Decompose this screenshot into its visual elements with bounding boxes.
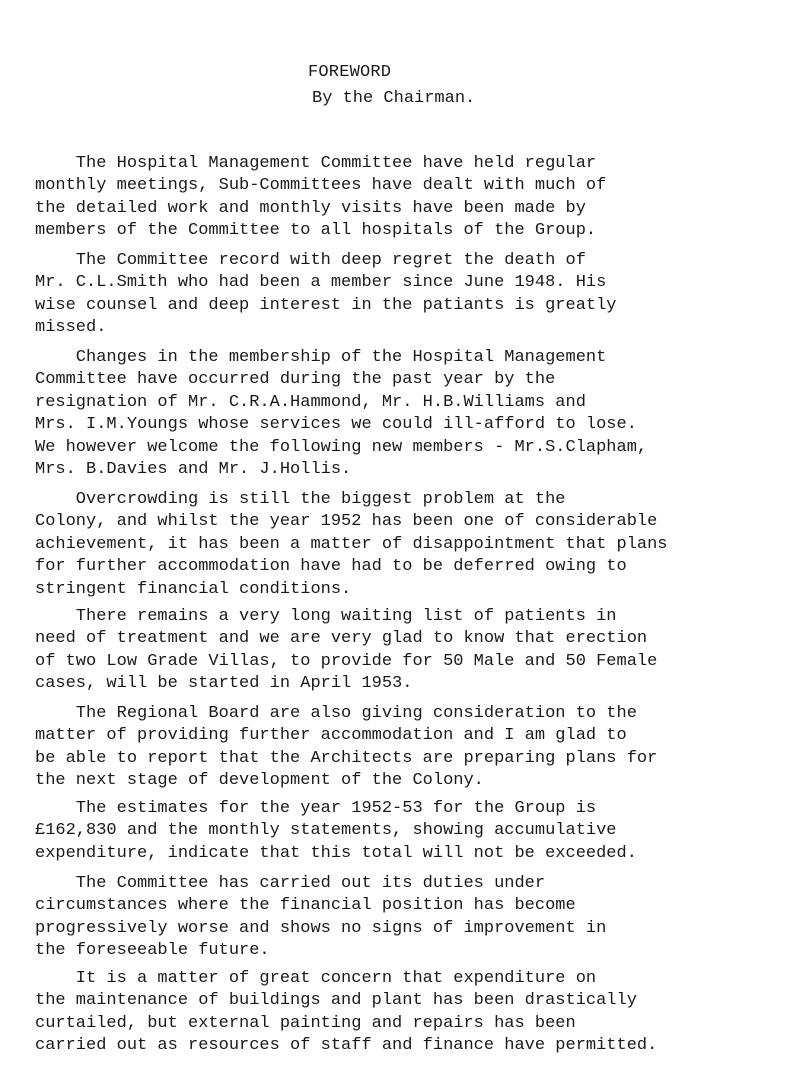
- paragraph-line: Mrs. B.Davies and Mr. J.Hollis.: [35, 460, 352, 480]
- paragraph-line: achievement, it has been a matter of disappointment that plans: [35, 534, 668, 554]
- paragraph-line: Colony, and whilst the year 1952 has been one of considerable: [35, 512, 658, 532]
- paragraph-line: circumstances where the financial position has become: [35, 896, 576, 916]
- paragraph-waiting-list: [35, 606, 795, 696]
- paragraph-line: for further accommodation have had to be deferred owing to: [35, 557, 627, 577]
- paragraph-line: The Hospital Management Committee have held regular: [35, 154, 597, 173]
- paragraph-line: Mr. C.L.Smith who had been a member since June 1948. His: [35, 273, 607, 293]
- paragraph-line: monthly meetings, Sub-Committees have dealt with much of: [35, 176, 607, 196]
- paragraph-line: of two Low Grade Villas, to provide for 50 Male and 50 Female: [35, 651, 658, 671]
- paragraph-line: members of the Committee to all hospitals of the Group.: [35, 221, 597, 241]
- document-subtitle: By the Chairman.: [312, 89, 476, 108]
- paragraph-line: the maintenance of buildings and plant has been drastically: [35, 991, 637, 1011]
- paragraph-line: curtailed, but external painting and repairs has been: [35, 1013, 576, 1033]
- paragraph-line: expenditure, indicate that this total will not be exceeded.: [35, 843, 637, 863]
- paragraph-line: £162,830 and the monthly statements, showing accumulative: [35, 821, 617, 841]
- paragraph-line: The estimates for the year 1952-53 for the Group is: [35, 799, 597, 818]
- paragraph-line: the detailed work and monthly visits have been made by: [35, 198, 586, 218]
- paragraph-line: The Regional Board are also giving consideration to the: [35, 704, 637, 723]
- paragraph-line: cases, will be started in April 1953.: [35, 674, 413, 694]
- paragraph-line: The Committee record with deep regret the death of: [35, 251, 586, 270]
- paragraph-regret: [35, 250, 795, 340]
- paragraph-line: It is a matter of great concern that expenditure on: [35, 969, 597, 988]
- paragraph-line: There remains a very long waiting list of patients in: [35, 607, 617, 626]
- paragraph-line: Changes in the membership of the Hospital Management: [35, 348, 607, 367]
- paragraph-regional-board: [35, 703, 795, 793]
- paragraph-line: be able to report that the Architects are preparing plans for: [35, 748, 658, 768]
- paragraph-line: The Committee has carried out its duties under: [35, 874, 546, 893]
- paragraph-membership: [35, 347, 795, 481]
- paragraph-line: the next stage of development of the Colony.: [35, 771, 484, 791]
- paragraph-estimates: [35, 798, 795, 865]
- paragraph-line: progressively worse and shows no signs of improvement in: [35, 918, 607, 938]
- paragraph-line: wise counsel and deep interest in the patiants is greatly: [35, 295, 617, 315]
- paragraph-duties: [35, 873, 795, 963]
- paragraph-line: Mrs. I.M.Youngs whose services we could ill-afford to lose.: [35, 415, 637, 435]
- paragraph-meetings: [35, 153, 795, 243]
- paragraph-line: the foreseeable future.: [35, 941, 270, 961]
- paragraph-line: resignation of Mr. C.R.A.Hammond, Mr. H.B.Williams and: [35, 392, 586, 412]
- paragraph-line: Overcrowding is still the biggest problem at the: [35, 490, 566, 509]
- paragraph-line: matter of providing further accommodation and I am glad to: [35, 726, 627, 746]
- paragraph-line: missed.: [35, 318, 107, 338]
- document-title: FOREWORD: [308, 63, 392, 82]
- paragraph-line: carried out as resources of staff and finance have permitted.: [35, 1036, 658, 1056]
- paragraph-line: need of treatment and we are very glad to know that erection: [35, 629, 648, 649]
- paragraph-line: stringent financial conditions.: [35, 579, 352, 599]
- paragraph-line: We however welcome the following new members - Mr.S.Clapham,: [35, 437, 648, 457]
- paragraph-line: Committee have occurred during the past year by the: [35, 370, 556, 390]
- paragraph-overcrowding: [35, 489, 795, 601]
- paragraph-maintenance: [35, 968, 795, 1058]
